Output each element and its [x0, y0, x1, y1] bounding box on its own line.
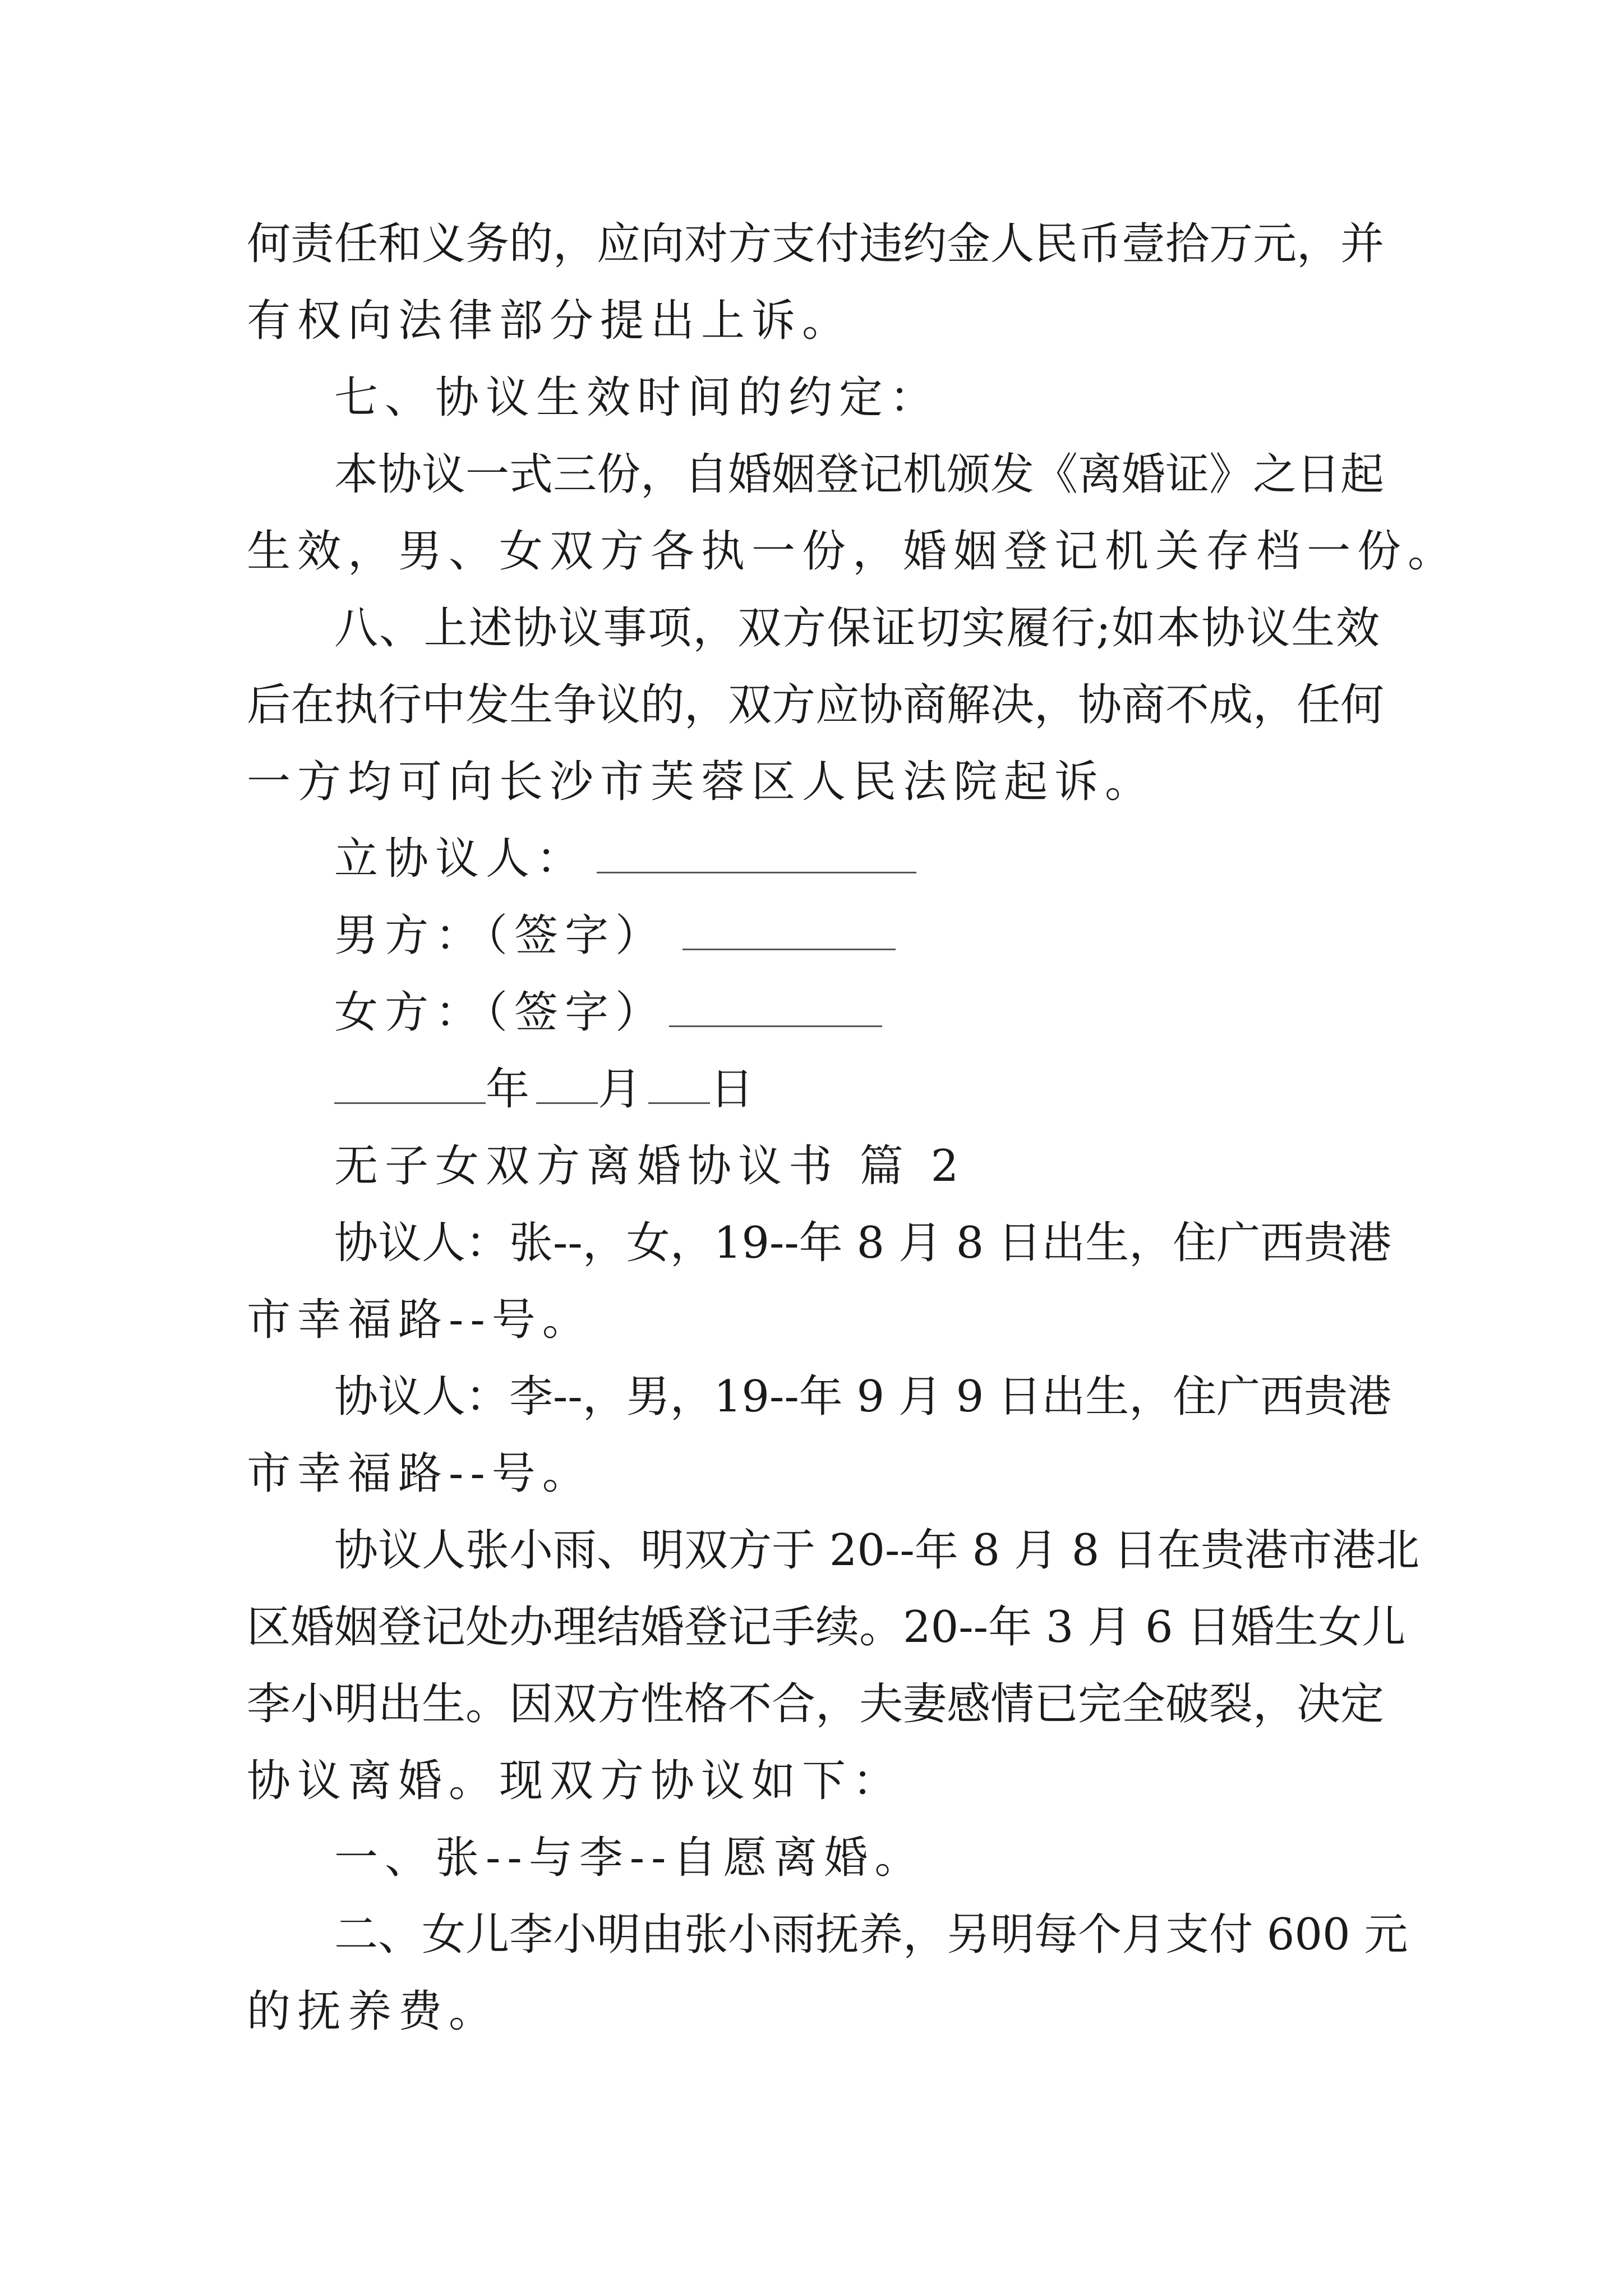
signature-female-row [247, 984, 1380, 1061]
female-signature-blank [669, 992, 882, 1027]
paragraph-line: 的抚养费。 [247, 1986, 500, 2037]
paragraph-line: 协议人：张--，女，19--年 8 月 8 日出生，住广西贵港 [334, 1218, 1392, 1268]
paragraph-line: 协议离婚。现双方协议如下： [247, 1756, 903, 1806]
male-signature-label: 男方：（签字） [334, 910, 666, 961]
female-signature-label: 女方：（签字） [334, 987, 666, 1038]
paragraph-line: 区婚姻登记处办理结婚登记手续。20--年 3 月 6 日婚生女儿 [247, 1602, 1406, 1653]
paragraph-line: 协议人张小雨、明双方于 20--年 8 月 8 日在贵港市港北 [334, 1525, 1420, 1576]
paragraph-line: 李小明出生。因双方性格不合，夫妻感情已完全破裂，决定 [247, 1679, 1385, 1729]
paragraph-line: 生效，男、女双方各执一份，婚姻登记机关存档一份。 [247, 526, 1459, 577]
day-blank [648, 1069, 710, 1104]
paragraph-line: 何责任和义务的，应向对方支付违约金人民币壹拾万元，并 [247, 219, 1385, 269]
paragraph-line: 本协议一式三份，自婚姻登记机颁发《离婚证》之日起 [334, 449, 1385, 500]
section-title: 无子女双方离婚协议书 篇 2 [334, 1141, 966, 1191]
paragraph-line: 协议人：李--，男，19--年 9 月 9 日出生，住广西贵港 [334, 1372, 1392, 1422]
paragraph-line: 市幸福路--号。 [247, 1448, 593, 1499]
document-body [247, 216, 1459, 2060]
paragraph-line: 一方均可向长沙市芙蓉区人民法院起诉。 [247, 757, 1156, 807]
day-label: 日 [710, 1064, 761, 1115]
paragraph-line: 有权向法律部分提出上诉。 [247, 296, 853, 346]
clause-heading: 七、协议生效时间的约定： [334, 372, 940, 423]
month-label: 月 [598, 1064, 649, 1115]
paragraph-line: 二、女儿李小明由张小雨抚养，另明每个月支付 600 元 [334, 1910, 1408, 1960]
date-row [247, 1061, 1380, 1138]
party-label: 立协议人： [334, 834, 587, 884]
year-label: 年 [486, 1064, 537, 1115]
month-blank [536, 1069, 598, 1104]
party-signature-blank [597, 838, 916, 873]
year-blank [334, 1069, 486, 1104]
paragraph-line: 市幸福路--号。 [247, 1295, 593, 1345]
paragraph-line: 八、上述协议事项，双方保证切实履行;如本协议生效 [334, 603, 1380, 654]
signature-party-row [247, 831, 1380, 908]
paragraph-line: 一、张--与李--自愿离婚。 [334, 1833, 925, 1883]
signature-male-row [247, 908, 1380, 984]
male-signature-blank [683, 915, 896, 950]
paragraph-line: 后在执行中发生争议的，双方应协商解决，协商不成，任何 [247, 680, 1385, 730]
